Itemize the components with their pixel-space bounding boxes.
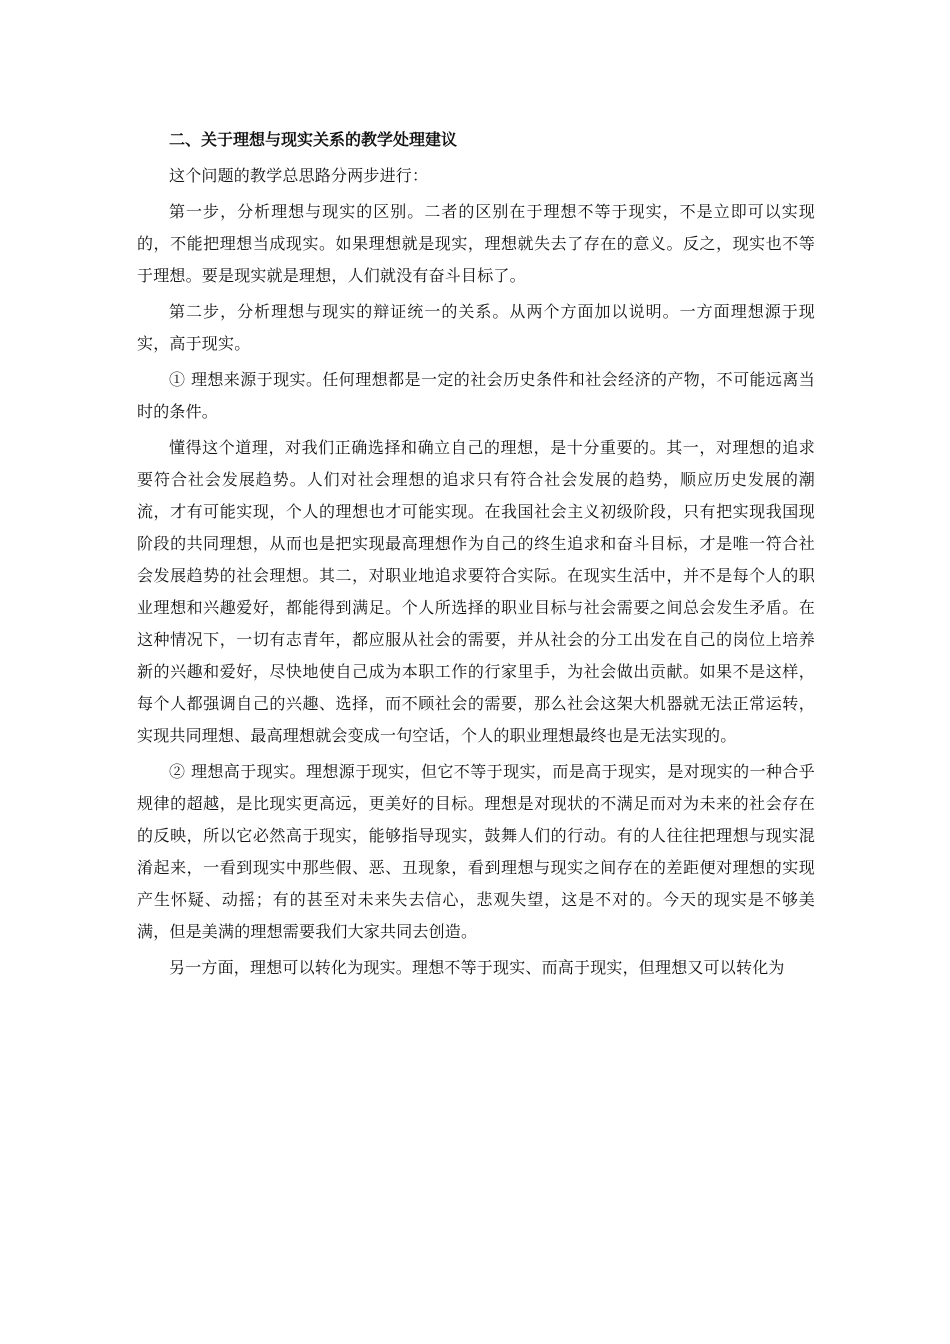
paragraph-step-two: 第二步，分析理想与现实的辩证统一的关系。从两个方面加以说明。一方面理想源于现实，高于现实。 [137, 302, 815, 353]
paragraph-point-two: ② 理想高于现实。理想源于现实，但它不等于现实，而是高于现实，是对现实的一种合乎规律的超越，是比现实更高远，更美好的目标。理想是对现状的不满足而对为未来的社会存在的反映，所以它必然高于现实，能够指导现实，鼓舞人们的行动。有的人往往把理想与现实混淆起来，一看到现实中那些假、恶、丑现象，看到理想与现实之间存在的差距便对理想的实现产生怀疑、动摇；有的甚至对未来失去信心，悲观失望，这是不对的。今天的现实是不够美满，但是美满的理想需要我们大家共同去创造。 [137, 762, 815, 941]
paragraph-intro: 这个问题的教学总思路分两步进行： [169, 166, 429, 185]
paragraph-point-one: ① 理想来源于现实。任何理想都是一定的社会历史条件和社会经济的产物，不可能远离当时的条件。 [137, 370, 815, 421]
document-body [137, 124, 815, 988]
paragraph-explanation: 懂得这个道理，对我们正确选择和确立自己的理想，是十分重要的。其一，对理想的追求要符合社会发展趋势。人们对社会理想的追求只有符合社会发展的趋势，顺应历史发展的潮流，才有可能实现，个人的理想也才可能实现。在我国社会主义初级阶段，只有把实现我国现阶段的共同理想，从而也是把实现最高理想作为自己的终生追求和奋斗目标，才是唯一符合社会发展趋势的社会理想。其二，对职业地追求要符合实际。在现实生活中，并不是每个人的职业理想和兴趣爱好，都能得到满足。个人所选择的职业目标与社会需要之间总会发生矛盾。在这种情况下，一切有志青年，都应服从社会的需要，并从社会的分工出发在自己的岗位上培养新的兴趣和爱好，尽快地使自己成为本职工作的行家里手，为社会做出贡献。如果不是这样，每个人都强调自己的兴趣、选择，而不顾社会的需要，那么社会这架大机器就无法正常运转，实现共同理想、最高理想就会变成一句空话，个人的职业理想最终也是无法实现的。 [137, 438, 815, 745]
paragraph-step-one: 第一步，分析理想与现实的区别。二者的区别在于理想不等于现实，不是立即可以实现的，不能把理想当成现实。如果理想就是现实，理想就失去了存在的意义。反之，现实也不等于理想。要是现实就是理想，人们就没有奋斗目标了。 [137, 202, 815, 285]
section-heading: 二、关于理想与现实关系的教学处理建议 [169, 130, 458, 149]
paragraph-other-aspect: 另一方面，理想可以转化为现实。理想不等于现实、而高于现实，但理想又可以转化为 [169, 958, 785, 977]
